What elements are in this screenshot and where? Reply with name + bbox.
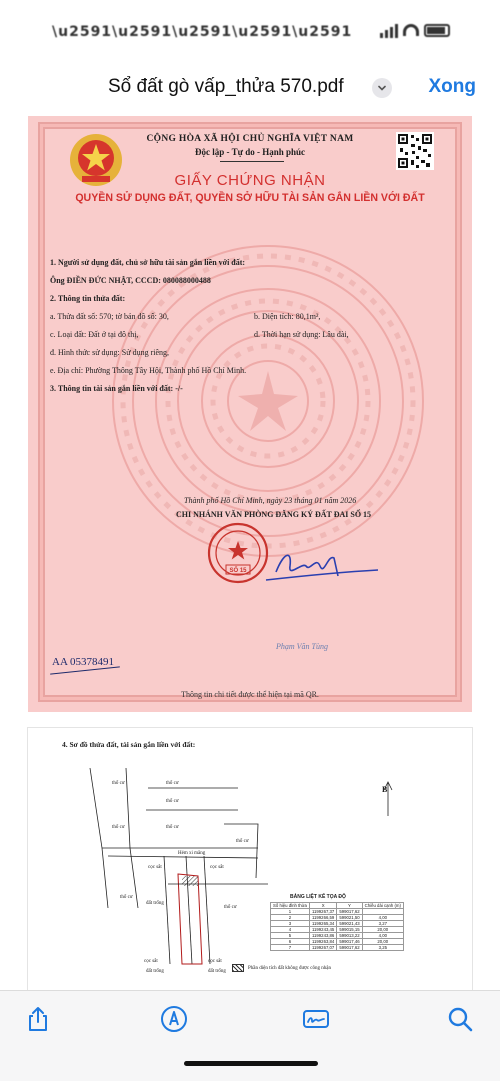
cell: 6 [271,939,310,945]
cell: 20,00 [362,939,403,945]
status-time: \u2591\u2591\u2591\u2591\u2591 [52,24,353,40]
usage-form: đ. Hình thức sử dụng: Sử dụng riêng, [50,348,170,357]
pdf-page-2 [28,728,472,990]
motto-underline [220,161,284,162]
label-tho-cu: thổ cư [166,825,179,830]
plan-heading: 4. Sơ đồ thửa đất, tài sản gắn liền với đất: [62,740,196,749]
coord-table-title: BẢNG LIỆT KÊ TỌA ĐỘ [290,894,346,900]
seal-number: SỐ 15 [229,568,247,574]
coord-header: X [309,903,336,909]
section-1-heading: 1. Người sử dụng đất, chủ sở hữu tài sản gắn liền với đất: [50,258,246,267]
bottom-toolbar [0,990,500,1081]
cell: 599017,62 [337,909,362,915]
cell: 1199266,59 [309,915,336,921]
certificate-title: GIẤY CHỨNG NHẬN [174,172,326,189]
label-tho-cu: thổ cư [120,895,133,900]
signing-date: Thành phố Hồ Chí Minh, ngày 23 tháng 01 năm 2026 [184,496,357,505]
hatch-swatch-icon [232,964,244,972]
label-hem: Hẻm xi măng [178,851,206,856]
cell: 1199265,34 [309,921,336,927]
done-button[interactable]: Xong [428,76,476,97]
issuing-authority: CHI NHÁNH VĂN PHÒNG ĐĂNG KÝ ĐẤT ĐAI SỐ 15 [176,510,372,519]
cell: 1 [271,909,310,915]
owner-info: Ông ĐIỀN ĐỨC NHẬT, CCCD: 080088000488 [50,276,211,285]
coord-header: Số hiệu đỉnh thửa [271,903,310,909]
coord-header: Y [337,903,362,909]
cell: 1199263,84 [309,939,336,945]
cell: 1199243,45 [309,927,336,933]
signature-button[interactable] [298,1001,334,1037]
cell: 599017,46 [337,939,362,945]
qr-note: Thông tin chi tiết được thể hiện tại mã QR. [181,690,319,699]
section-3-heading: 3. Thông tin tài sản gắn liền với đất: -/- [50,384,183,393]
cell: 4,00 [362,915,403,921]
section-2-heading: 2. Thông tin thửa đất: [50,294,126,303]
cell: 3 [271,921,310,927]
signer-name: Phạm Văn Tùng [276,642,328,651]
title-menu-button[interactable] [372,78,392,98]
wifi-icon [403,24,419,36]
signal-icon [380,22,398,38]
usage-duration: d. Thời hạn sử dụng: Lâu dài, [254,330,349,339]
cell: 3,25 [362,945,403,951]
label-coc-sat: cọc sắt [148,865,162,870]
markup-pen-icon [160,1005,188,1033]
status-bar [0,0,500,70]
document-title[interactable]: Sổ đất gò vấp_thửa 570.pdf [108,76,344,97]
label-tho-cu: thổ cư [112,781,125,786]
label-coc-sat: cọc sắt [208,959,222,964]
cell: 1199267,37 [309,909,336,915]
label-tho-cu: thổ cư [166,799,179,804]
cell: 1199267,07 [309,945,336,951]
label-coc-sat: cọc sắt [144,959,158,964]
official-seal-icon [206,521,270,585]
cell: 2 [271,915,310,921]
label-coc-sat: cọc sắt [210,865,224,870]
coord-table [270,902,404,951]
cell: 4 [271,927,310,933]
parcel-address: e. Địa chỉ: Phường Thông Tây Hội, Thành phố Hồ Chí Minh. [50,366,247,375]
cell: 20,00 [362,927,403,933]
cell: 599021,50 [337,915,362,921]
cell: 599017,62 [337,945,362,951]
markup-button[interactable] [156,1001,192,1037]
share-icon [24,1005,52,1033]
country-header: CỘNG HÒA XÃ HỘI CHỦ NGHĨA VIỆT NAM [146,134,354,144]
land-type: c. Loại đất: Đất ở tại đô thị, [50,330,139,339]
battery-icon [424,24,450,37]
home-indicator [184,1061,318,1066]
table-row [271,945,404,951]
cell: 1199243,86 [309,933,336,939]
page-border [38,122,462,702]
label-tho-cu: thổ cư [236,839,249,844]
north-label: B [382,785,388,794]
legend-text: Phần diện tích đất không được công nhận [248,965,331,971]
coord-header: Chiều dài cạnh (m) [362,903,403,909]
signature-mark [262,536,382,586]
label-tho-cu: thổ cư [112,825,125,830]
parcel-number: a. Thửa đất số: 570; tờ bản đồ số: 30, [50,312,169,321]
share-button[interactable] [20,1001,56,1037]
parcel-plan-drawing [28,728,472,990]
status-icons [380,22,450,38]
chevron-down-icon [377,83,387,93]
cell: 7 [271,945,310,951]
search-icon [446,1005,474,1033]
nav-bar [0,70,500,110]
cell: 4,00 [362,933,403,939]
label-dat-trong: đất trống [146,901,164,906]
parcel-area: b. Diện tích: 80,1m², [254,312,321,321]
document-viewer[interactable] [0,110,500,990]
cell: 599013,22 [337,933,362,939]
cell: 599015,15 [337,927,362,933]
cell: 3,27 [362,921,403,927]
serial-number: AA 05378491 [52,656,115,668]
search-button[interactable] [442,1001,478,1037]
label-tho-cu: thổ cư [166,781,179,786]
signature-icon [302,1005,330,1033]
motto: Độc lập - Tự do - Hạnh phúc [194,147,305,157]
cell: 5 [271,933,310,939]
certificate-subtitle: QUYỀN SỬ DỤNG ĐẤT, QUYỀN SỞ HỮU TÀI SẢN GẮN LIỀN VỚI ĐẤT [75,192,425,204]
pdf-page-1 [28,116,472,712]
cell: 599021,43 [337,921,362,927]
label-tho-cu: thổ cư [224,905,237,910]
plan-legend [232,964,331,972]
label-dat-trong: đất trống [208,969,226,974]
label-dat-trong: đất trống [146,969,164,974]
